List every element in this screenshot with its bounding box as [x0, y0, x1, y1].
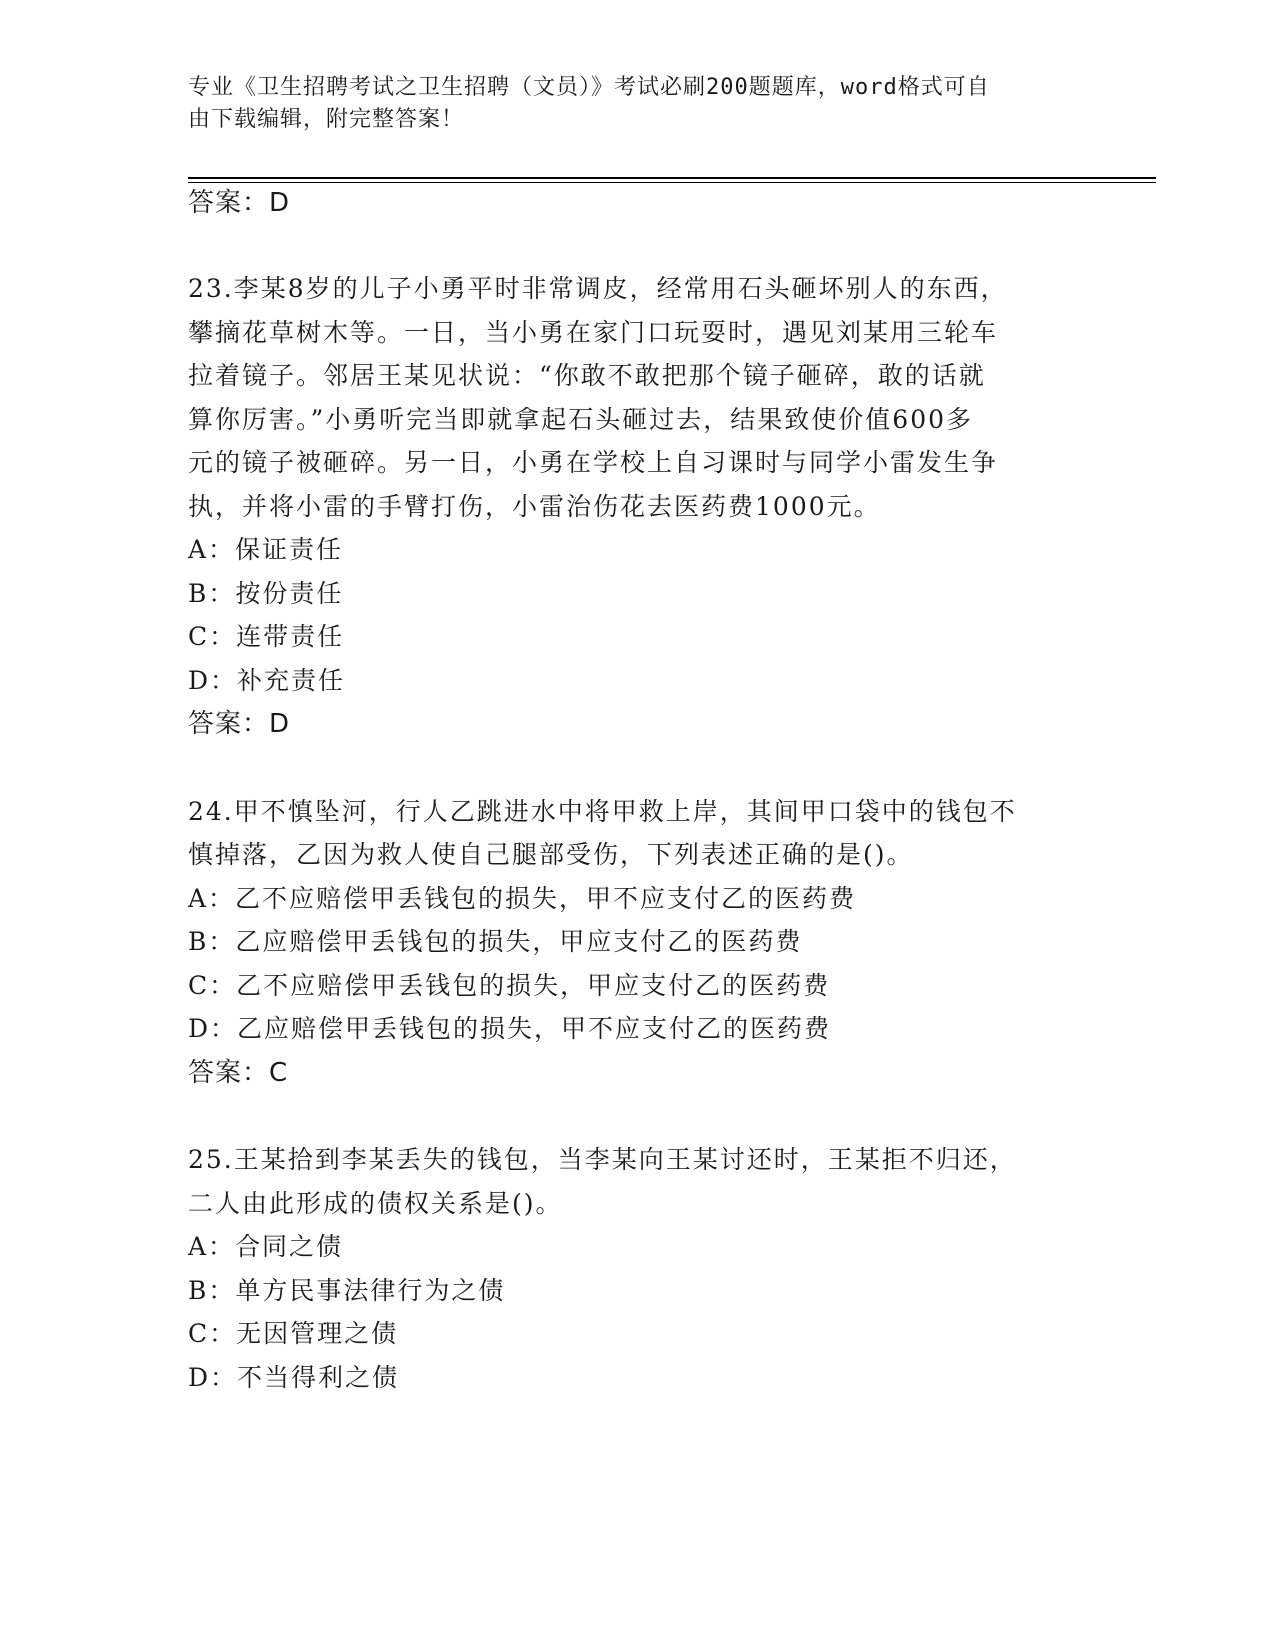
header-line-2: 由下载编辑，附完整答案！ — [188, 107, 465, 132]
option-d: D：补充责任 — [188, 666, 346, 695]
option-b: B：单方民事法律行为之债 — [188, 1276, 506, 1305]
question-stem-line: 24.甲不慎坠河，行人乙跳进水中将甲救上岸，其间甲口袋中的钱包不 — [188, 797, 1017, 826]
option-a: A：乙不应赔偿甲丢钱包的损失，甲不应支付乙的医药费 — [188, 884, 857, 913]
question-stem-line: 慎掉落，乙因为救人使自己腿部受伤，下列表述正确的是()。 — [188, 840, 914, 869]
option-c: C：乙不应赔偿甲丢钱包的损失，甲应支付乙的医药费 — [188, 971, 831, 1000]
option-b: B：按份责任 — [188, 579, 344, 608]
option-c: C：连带责任 — [188, 622, 345, 651]
question-stem-line: 算你厉害。”小勇听完当即就拿起石头砸过去，结果致使价值600多 — [188, 405, 974, 434]
option-b: B：乙应赔偿甲丢钱包的损失，甲应支付乙的医药费 — [188, 927, 803, 956]
answer: 答案：C — [188, 1058, 289, 1088]
option-c: C：无因管理之债 — [188, 1319, 399, 1348]
question-stem-line: 23.李某8岁的儿子小勇平时非常调皮，经常用石头砸坏别人的东西， — [188, 274, 1008, 303]
question-stem-line: 二人由此形成的债权关系是()。 — [188, 1189, 563, 1218]
header-divider-thin — [188, 182, 1156, 183]
option-a: A：合同之债 — [188, 1232, 344, 1261]
question-stem-line: 拉着镜子。邻居王某见状说：“你敢不敢把那个镜子砸碎，敢的话就 — [188, 361, 986, 390]
question-stem-line: 元的镜子被砸碎。另一日，小勇在学校上自习课时与同学小雷发生争 — [188, 448, 999, 477]
option-d: D：乙应赔偿甲丢钱包的损失，甲不应支付乙的医药费 — [188, 1014, 832, 1043]
question-stem-line: 25.王某拾到李某丢失的钱包，当李某向王某讨还时，王某拒不归还， — [188, 1145, 1017, 1174]
answer: 答案：D — [188, 709, 291, 739]
prev-answer: 答案：D — [188, 188, 291, 218]
question-stem-line: 攀摘花草树木等。一日，当小勇在家门口玩耍时，遇见刘某用三轮车 — [188, 318, 999, 347]
header-line-1: 专业《卫生招聘考试之卫生招聘（文员）》考试必刷200题题库，word格式可自 — [188, 75, 990, 100]
option-a: A：保证责任 — [188, 535, 344, 564]
header-divider-thick — [188, 177, 1156, 179]
question-stem-line: 执，并将小雷的手臂打伤，小雷治伤花去医药费1000元。 — [188, 492, 881, 521]
document-header — [188, 72, 1068, 136]
option-d: D：不当得利之债 — [188, 1363, 400, 1392]
